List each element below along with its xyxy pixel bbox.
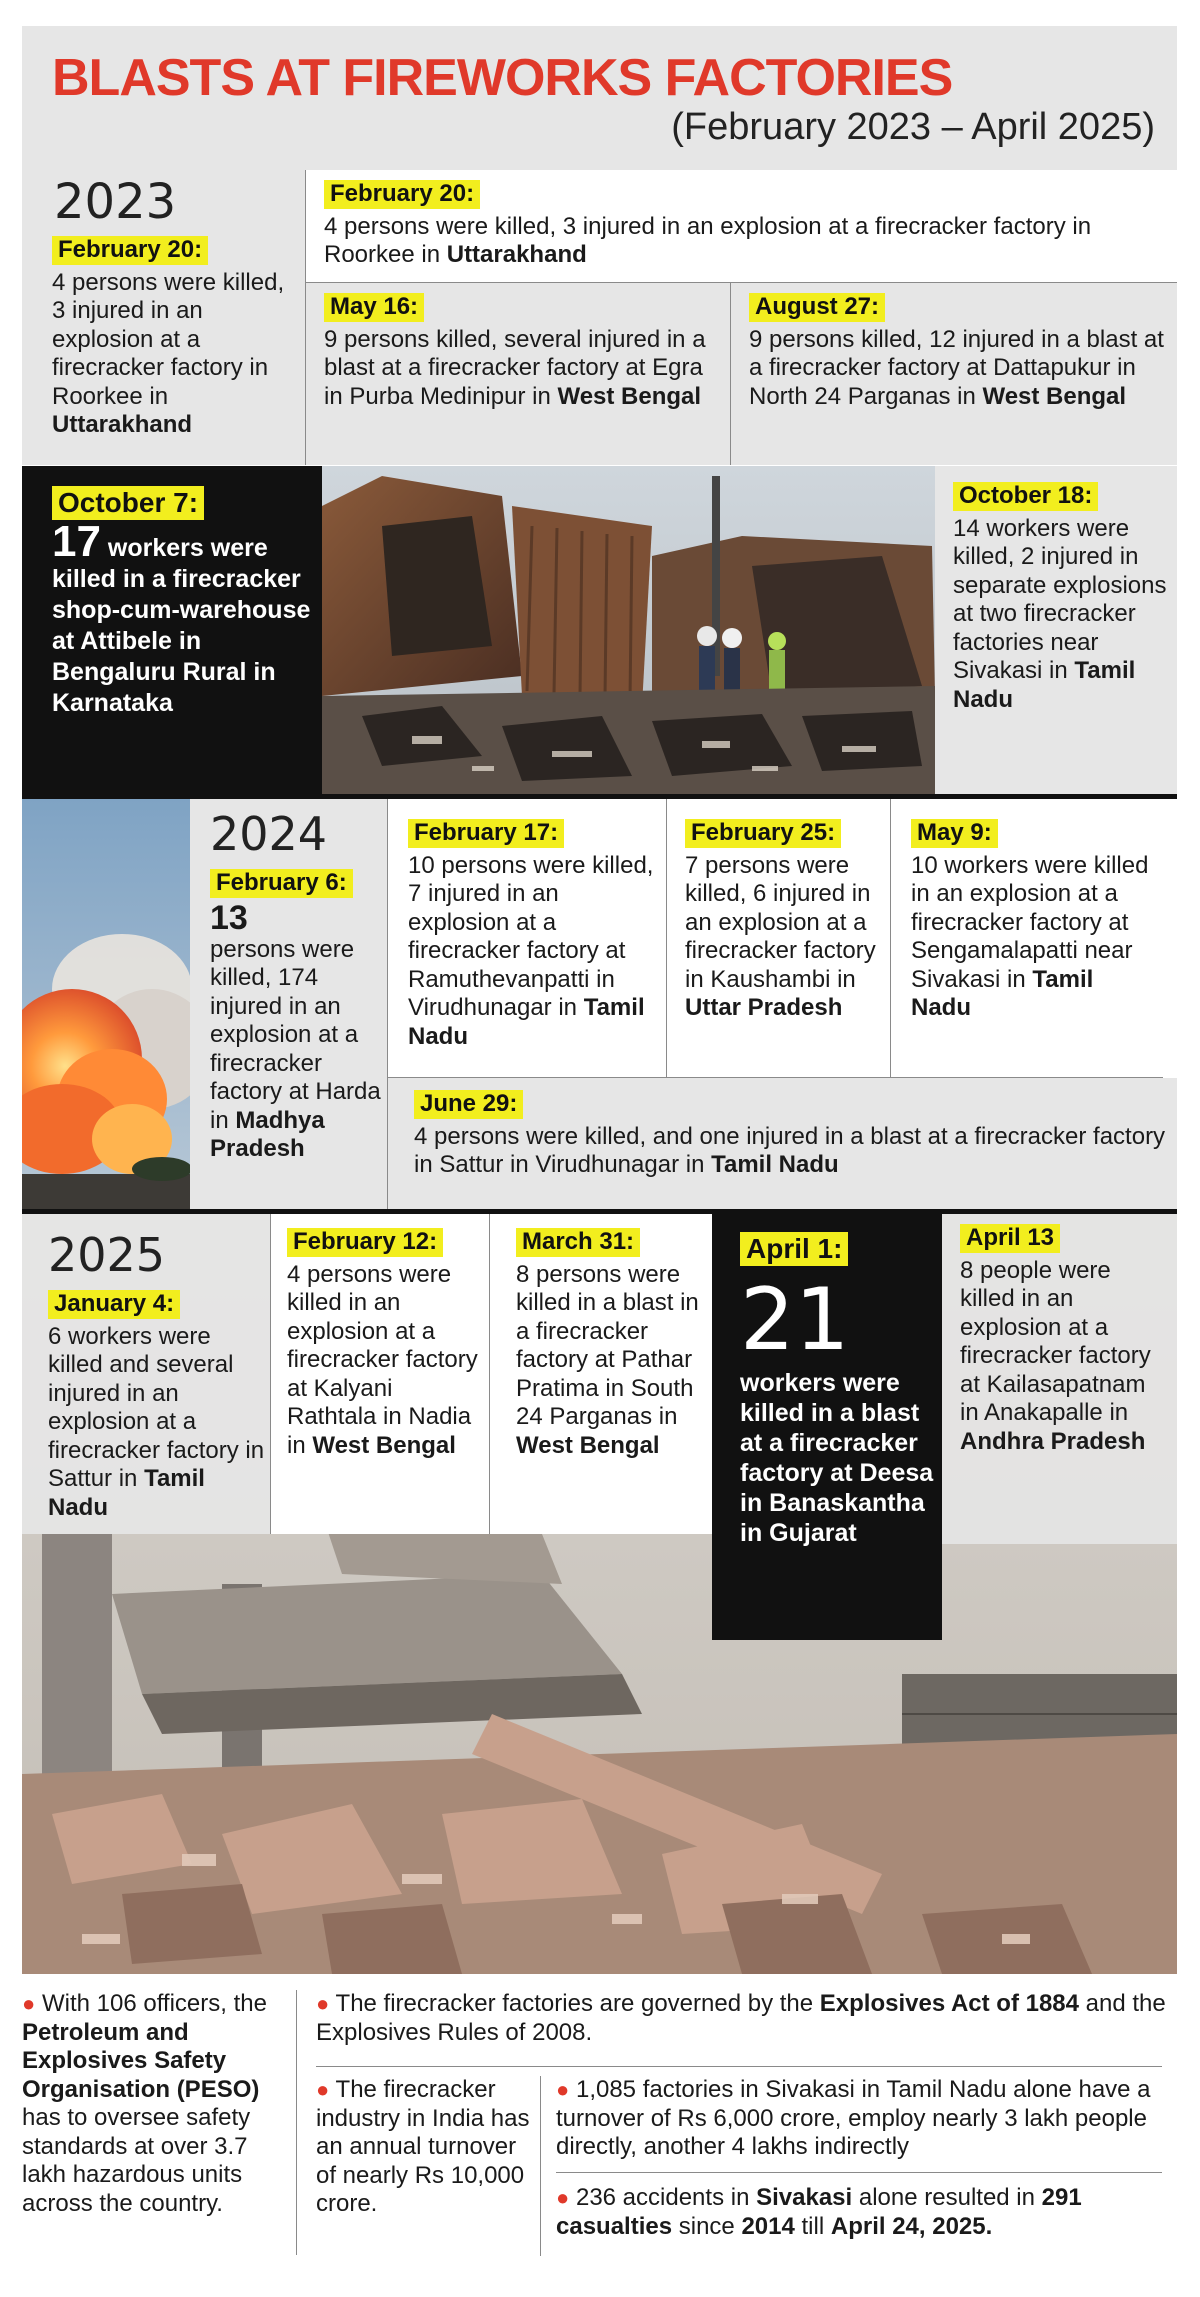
event-text: workers xyxy=(107,533,204,562)
event-text: 8 persons were killed in a blast in a firecracker factory at Pathar Pratima in South 24 Parganas in xyxy=(516,1260,699,1430)
date-label: May 9: xyxy=(911,819,998,848)
event-2023-feb20 xyxy=(306,170,1177,282)
page-title: BLASTS AT FIREWORKS FACTORIES xyxy=(52,49,953,107)
event-place: Karnataka xyxy=(52,688,173,717)
event-place: Uttar Pradesh xyxy=(685,994,843,1021)
footer-note-peso: ● With 106 officers, the Petroleum and Explosives Safety Organisation (PESO) has to oversee safety standards at over 3.7 lakh hazardous units across the country. xyxy=(22,1990,267,2217)
event-place: Uttarakhand xyxy=(446,241,587,268)
event-text: 9 persons killed, several injured in a blast at a firecracker factory at Egra in Purba Medinipur in xyxy=(324,325,706,410)
event-2025-jan4 xyxy=(22,1214,270,1534)
date-label: February 17: xyxy=(408,819,564,848)
death-count: 21 xyxy=(740,1269,850,1370)
date-label: February 6: xyxy=(210,869,353,898)
event-place: Uttarakhand xyxy=(52,411,193,438)
year-2023: 2023 xyxy=(54,174,177,230)
date-label: April 13 xyxy=(960,1224,1060,1253)
footer-note-sivakasi: ● 1,085 factories in Sivakasi in Tamil Nadu alone have a turnover of Rs 6,000 crore, employ nearly 3 lakh people directly, another 4 lakhs indirectly xyxy=(556,2076,1151,2160)
fireball-image xyxy=(22,799,190,1209)
event-place: West Bengal xyxy=(982,382,1127,410)
event-place: Tamil Nadu xyxy=(911,965,1094,1021)
date-label: February 20: xyxy=(52,236,208,265)
date-label: April 1: xyxy=(740,1232,848,1266)
warehouse-ruins-image xyxy=(322,466,935,794)
event-2023-may16 xyxy=(306,283,730,465)
event-text: 4 persons were killed, 3 injured in an explosion at a firecracker factory in Roorkee in xyxy=(52,268,285,410)
event-text: 6 workers were killed and several injured in an explosion at a firecracker factory in Sattur in xyxy=(48,1322,265,1492)
section-2023-left xyxy=(22,170,305,465)
date-label: May 16: xyxy=(324,293,424,322)
date-label: February 12: xyxy=(287,1228,443,1257)
event-2025-apr13 xyxy=(942,1214,1177,1544)
event-text: 7 persons were killed, 6 injured in an explosion at a firecracker factory in Kaushambi in xyxy=(685,851,876,993)
date-label: January 4: xyxy=(48,1290,180,1319)
footer-note-act: ● The firecracker factories are governed by the Explosives Act of 1884 and the Explosives Rules of 2008. xyxy=(316,1990,1166,2046)
event-2025-feb12 xyxy=(271,1214,489,1534)
event-place: Madhya Pradesh xyxy=(210,1106,325,1162)
death-count: 13 xyxy=(210,898,248,937)
event-place: Gujarat xyxy=(769,1518,857,1547)
event-place: Tamil Nadu xyxy=(48,1465,205,1521)
event-text: 10 persons were killed, 7 injured in an explosion at a firecracker factory at Ramuthevanpatti in Virudhunagar in xyxy=(408,851,654,1021)
date-label: February 25: xyxy=(685,819,841,848)
event-text: workers were killed in a blast at a firecracker factory at Deesa in Banaskantha in xyxy=(740,1368,934,1547)
event-text: 4 persons were killed, 3 injured in an explosion at a firecracker factory in Roorkee in xyxy=(324,212,1092,268)
event-2024-feb17 xyxy=(388,799,666,1077)
event-text: were killed in a firecracker shop-cum-warehouse at Attibele in Bengaluru Rural in xyxy=(52,533,311,686)
event-place: Andhra Pradesh xyxy=(960,1427,1146,1455)
event-2024-feb25 xyxy=(667,799,890,1077)
date-label: June 29: xyxy=(414,1090,523,1119)
date-label: February 20: xyxy=(324,180,480,209)
event-text: killed, 174 injured in an explosion at a firecracker factory at Harda in xyxy=(210,964,381,1134)
year-2024: 2024 xyxy=(210,807,328,861)
event-place: Tamil Nadu xyxy=(953,657,1136,713)
event-2025-mar31 xyxy=(490,1214,712,1534)
event-place: West Bengal xyxy=(312,1431,456,1459)
event-place: Tamil Nadu xyxy=(711,1151,839,1178)
event-2024-may9 xyxy=(891,799,1177,1077)
event-2023-oct18 xyxy=(935,466,1177,794)
year-2025: 2025 xyxy=(48,1228,166,1282)
date-label: August 27: xyxy=(749,293,885,322)
event-2023-oct7 xyxy=(22,466,322,794)
date-label: March 31: xyxy=(516,1228,640,1257)
event-text: 10 workers were killed in an explosion at a firecracker factory at Sengamalapatti near Sivakasi in xyxy=(911,851,1149,993)
event-text: 4 persons were killed, and one injured in a blast at a firecracker factory in Sattur in Virudhunagar in xyxy=(414,1122,1166,1178)
event-2024-feb6 xyxy=(190,799,387,1209)
footer-note-accidents: ● 236 accidents in Sivakasi alone resulted in 291 casualties since 2014 till April 24, 2025. xyxy=(556,2184,1082,2240)
event-text: 8 people were killed in an explosion at a firecracker factory at Kailasapatnam in Anakapalle in xyxy=(960,1256,1151,1426)
warehouse-blast-photo xyxy=(322,466,935,794)
death-count: 17 xyxy=(52,516,101,566)
event-2025-apr1 xyxy=(712,1214,942,1640)
event-text: 14 workers were killed, 2 injured in separate explosions at two firecracker factories near Sivakasi in xyxy=(953,514,1167,684)
event-2023-aug27 xyxy=(731,283,1177,465)
harda-explosion-photo xyxy=(22,799,190,1209)
header-panel xyxy=(22,26,1177,170)
event-text: 9 persons killed, 12 injured in a blast at a firecracker factory at Dattapukur in North 24 Parganas in xyxy=(749,325,1164,410)
footer-note-industry: ● The firecracker industry in India has an annual turnover of nearly Rs 10,000 crore. xyxy=(316,2076,530,2217)
event-text: 4 persons were killed in an explosion at a firecracker factory at Kalyani Rathtala in Nadia in xyxy=(287,1260,478,1459)
event-2024-jun29 xyxy=(388,1078,1177,1209)
event-text: persons were xyxy=(210,935,355,963)
event-place: West Bengal xyxy=(557,382,702,410)
event-place: West Bengal xyxy=(516,1431,660,1459)
date-label: October 18: xyxy=(953,482,1098,511)
event-place: Tamil Nadu xyxy=(408,994,645,1050)
date-label: October 7: xyxy=(52,486,204,520)
page-subtitle: (February 2023 – April 2025) xyxy=(671,106,1155,148)
